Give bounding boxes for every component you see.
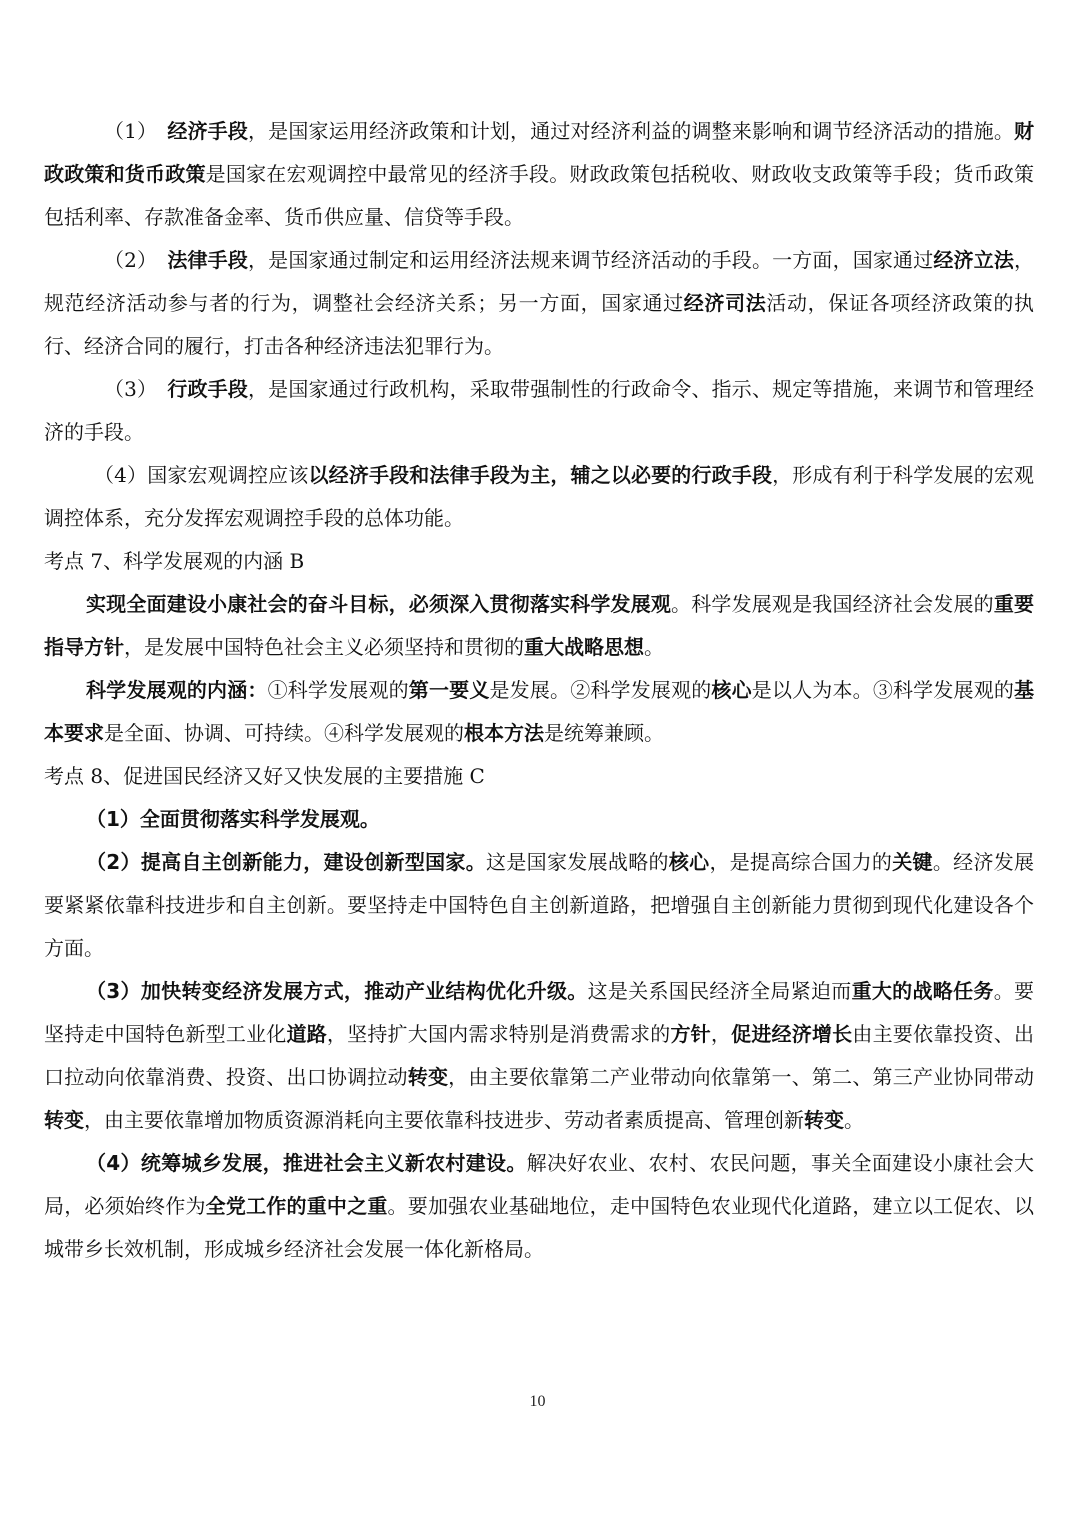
bold-text: 重大战略思想 bbox=[524, 635, 644, 659]
paragraph bbox=[44, 368, 1034, 454]
text: ，规范经济活动参与者的行为，调整社会经济关系；另一方面，国家通过 bbox=[44, 248, 1035, 315]
text: ，坚持扩大国内需求特别是消费需求的 bbox=[326, 1022, 671, 1046]
text: 活动，保证各项经济政策的执行、经济合同的履行，打击各种经济违法犯罪行为。 bbox=[44, 291, 1035, 358]
text: ，是国家通过制定和运用经济法规来调节经济活动的手段。一方面，国家通过 bbox=[248, 248, 934, 272]
bold-text: （3）加快转变经济发展方式，推动产业结构优化升级。 bbox=[86, 979, 588, 1003]
text: 。要坚持走中国特色新型工业化 bbox=[44, 979, 1035, 1046]
paragraph bbox=[44, 454, 1034, 540]
bold-text: 经济手段 bbox=[167, 119, 248, 143]
paragraph bbox=[44, 583, 1034, 669]
paragraph bbox=[44, 239, 1034, 368]
bold-text: 经济立法 bbox=[933, 248, 1015, 272]
page-number: 10 bbox=[529, 1393, 546, 1410]
text: 是统筹兼顾。 bbox=[544, 721, 664, 745]
text: 是全面、协调、可持续。④科学发展观的 bbox=[104, 721, 464, 745]
text: 。 bbox=[644, 635, 664, 659]
text: ， bbox=[710, 1022, 732, 1046]
text: ，由主要依靠增加物质资源消耗向主要依靠科技进步、劳动者素质提高、管理创新 bbox=[84, 1108, 804, 1132]
text: 这是国家发展战略的 bbox=[486, 850, 669, 874]
bold-text: 实现全面建设小康社会的奋斗目标，必须深入贯彻落实科学发展观 bbox=[86, 592, 672, 616]
paragraph bbox=[44, 669, 1034, 755]
bold-text: 核心 bbox=[711, 678, 752, 702]
bold-text: 全党工作的重中之重 bbox=[205, 1194, 388, 1218]
text: （2） bbox=[104, 248, 168, 272]
text: ①科学发展观的 bbox=[267, 678, 409, 702]
text: ，是国家运用经济政策和计划，通过对经济利益的调整来影响和调节经济活动的措施。 bbox=[248, 119, 1015, 143]
text: 。 bbox=[844, 1108, 864, 1132]
text: ，是发展中国特色社会主义必须坚持和贯彻的 bbox=[124, 635, 524, 659]
text: 由主要依靠投资、出口拉动向依靠消费、投资、出口协调拉动 bbox=[44, 1022, 1035, 1089]
text: 考点 7、科学发展观的内涵 B bbox=[44, 549, 305, 573]
bold-text: 方针 bbox=[670, 1022, 711, 1046]
text: （1） bbox=[104, 119, 168, 143]
text: （4）国家宏观调控应该 bbox=[94, 463, 309, 487]
bold-text: 促进经济增长 bbox=[731, 1022, 853, 1046]
bold-text: 第一要义 bbox=[408, 678, 490, 702]
paragraph bbox=[44, 110, 1034, 239]
bold-text: 以经济手段和法律手段为主，辅之以必要的行政手段 bbox=[308, 463, 773, 487]
paragraph bbox=[44, 798, 1034, 841]
bold-text: （4）统筹城乡发展，推进社会主义新农村建设。 bbox=[86, 1151, 527, 1175]
bold-text: 基本要求 bbox=[44, 678, 1035, 745]
text: ，是提高综合国力的 bbox=[709, 850, 893, 874]
bold-text: （2）提高自主创新能力，建设创新型国家。 bbox=[86, 850, 487, 874]
bold-text: 道路 bbox=[286, 1022, 327, 1046]
bold-text: （1）全面贯彻落实科学发展观。 bbox=[86, 807, 380, 831]
paragraph bbox=[44, 970, 1034, 1142]
paragraph bbox=[44, 755, 1034, 798]
bold-text: 转变 bbox=[407, 1065, 449, 1089]
text: 。经济发展要紧紧依靠科技进步和自主创新。要坚持走中国特色自主创新道路，把增强自主创新能力贯彻到现代化建设各个方面。 bbox=[44, 850, 1035, 960]
text: ，形成有利于科学发展的宏观调控体系，充分发挥宏观调控手段的总体功能。 bbox=[44, 463, 1035, 530]
bold-text: 重要指导方针 bbox=[44, 592, 1035, 659]
bold-text: 法律手段 bbox=[167, 248, 248, 272]
text: 是以人为本。③科学发展观的 bbox=[751, 678, 1015, 702]
bold-text: 经济司法 bbox=[683, 291, 767, 315]
bold-text: 核心 bbox=[668, 850, 710, 874]
bold-text: 重大的战略任务 bbox=[851, 979, 994, 1003]
text: 解决好农业、农村、农民问题，事关全面建设小康社会大局，必须始终作为 bbox=[44, 1151, 1035, 1218]
text: 。科学发展观是我国经济社会发展的 bbox=[671, 592, 994, 616]
bold-text: 根本方法 bbox=[464, 721, 544, 745]
paragraph bbox=[44, 540, 1034, 583]
bold-text: 财政政策和货币政策 bbox=[44, 119, 1035, 186]
bold-text: 转变 bbox=[804, 1108, 844, 1132]
text: 。要加强农业基础地位，走中国特色农业现代化道路，建立以工促农、以城带乡长效机制，形成城乡经济社会发展一体化新格局。 bbox=[44, 1194, 1035, 1261]
text: 是国家在宏观调控中最常见的经济手段。财政政策包括税收、财政收支政策等手段；货币政策包括利率、存款准备金率、货币供应量、信贷等手段。 bbox=[44, 162, 1035, 229]
bold-text: 行政手段 bbox=[167, 377, 248, 401]
text: 是发展。②科学发展观的 bbox=[489, 678, 712, 702]
paragraph bbox=[44, 1142, 1034, 1271]
paragraph bbox=[44, 841, 1034, 970]
text: 考点 8、促进国民经济又好又快发展的主要措施 C bbox=[44, 764, 485, 788]
text: ，是国家通过行政机构，采取带强制性的行政命令、指示、规定等措施，来调节和管理经济的手段。 bbox=[44, 377, 1035, 444]
text: ，由主要依靠第二产业带动向依靠第一、第二、第三产业协同带动 bbox=[448, 1065, 1035, 1089]
bold-text: 关键 bbox=[892, 850, 933, 874]
document-body bbox=[44, 110, 1034, 1271]
bold-text: 科学发展观的内涵： bbox=[86, 678, 268, 702]
text: （3） bbox=[104, 377, 168, 401]
text: 这是关系国民经济全局紧迫而 bbox=[587, 979, 852, 1003]
bold-text: 转变 bbox=[44, 1108, 84, 1132]
